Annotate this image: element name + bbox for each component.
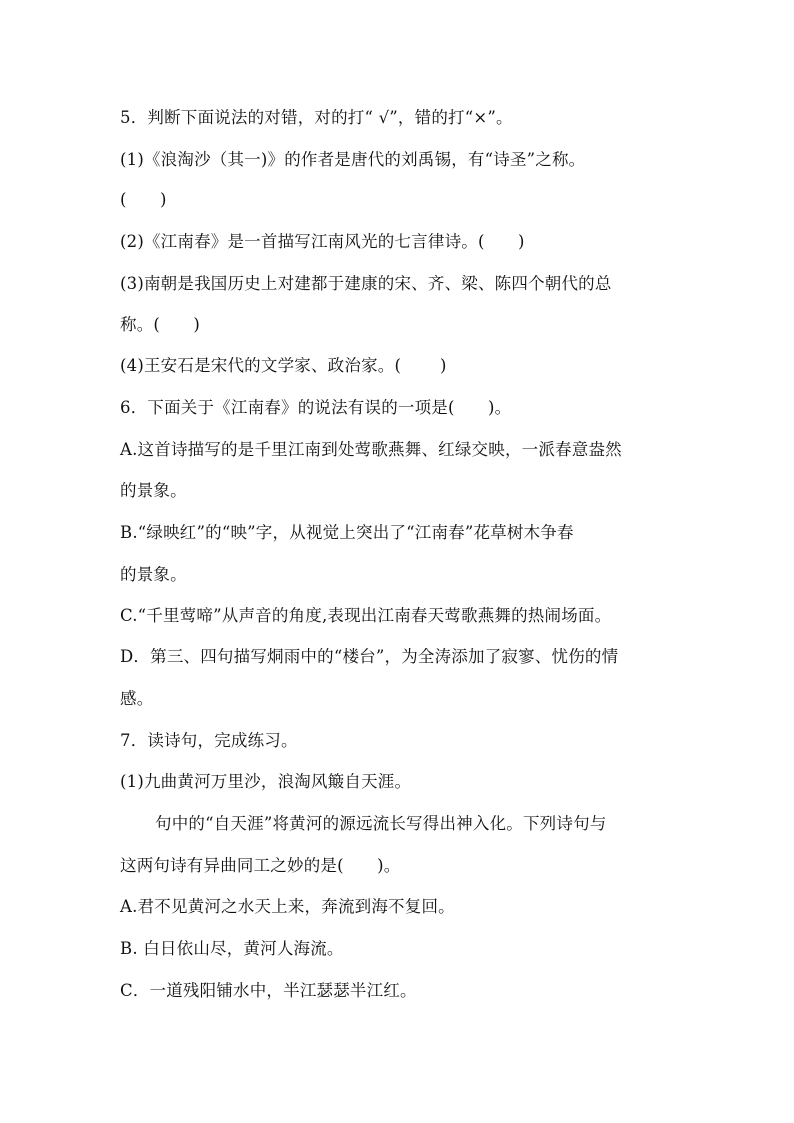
question-5-stem: 5．判断下面说法的对错，对的打“ √”，错的打“×”。: [120, 108, 513, 127]
question-5-item-1-answer-blank: ( ): [120, 190, 167, 209]
question-7-option-a: A.君不见黄河之水天上来，奔流到海不复回。: [120, 897, 455, 916]
question-7-prompt: 句中的“自天涯”将黄河的源远流长写得出神入化。下列诗句与: [155, 814, 607, 833]
question-6-stem: 6．下面关于《江南春》的说法有误的一项是( )。: [120, 398, 512, 417]
question-5-item-1: (1)《浪淘沙（其一)》的作者是唐代的刘禹锡，有“诗圣”之称。: [120, 150, 586, 169]
question-7-prompt-continued: 这两句诗有异曲同工之妙的是( )。: [120, 856, 401, 875]
question-5-item-2: (2)《江南春》是一首描写江南风光的七言律诗。( ): [120, 232, 525, 251]
question-6-option-a: A.这首诗描写的是千里江南到处莺歌燕舞、红绿交映，一派春意盎然: [120, 440, 622, 459]
question-7-option-b: B. 白日依山尽，黄河人海流。: [120, 939, 344, 958]
question-6-option-a-continued: 的景象。: [120, 481, 187, 500]
question-7-option-c: C．一道残阳铺水中，半江瑟瑟半江红。: [120, 981, 417, 1000]
question-6-option-b: B.“绿映红”的“映”字，从视觉上突出了“江南春”花草树木争春: [120, 523, 574, 542]
question-6-option-b-continued: 的景象。: [120, 565, 187, 584]
question-5-item-4: (4)王安石是宋代的文学家、政治家。( ): [120, 356, 447, 375]
question-5-item-3-continued: 称。( ): [120, 315, 201, 334]
question-6-option-d-continued: 感。: [120, 689, 154, 708]
question-5-item-3: (3)南朝是我国历史上对建都于建康的宋、齐、梁、陈四个朝代的总: [120, 274, 612, 293]
question-6-option-d: D．第三、四句描写烔雨中的“楼台”，为全涛添加了寂寥、忧伤的情: [120, 647, 619, 666]
question-6-option-c: C.“千里莺啼”从声音的角度,表现出江南春天莺歌燕舞的热闹场面。: [120, 606, 612, 625]
question-7-poem-line: (1)九曲黄河万里沙，浪淘风簸自天涯。: [120, 772, 412, 791]
question-7-stem: 7．读诗句，完成练习。: [120, 731, 298, 750]
